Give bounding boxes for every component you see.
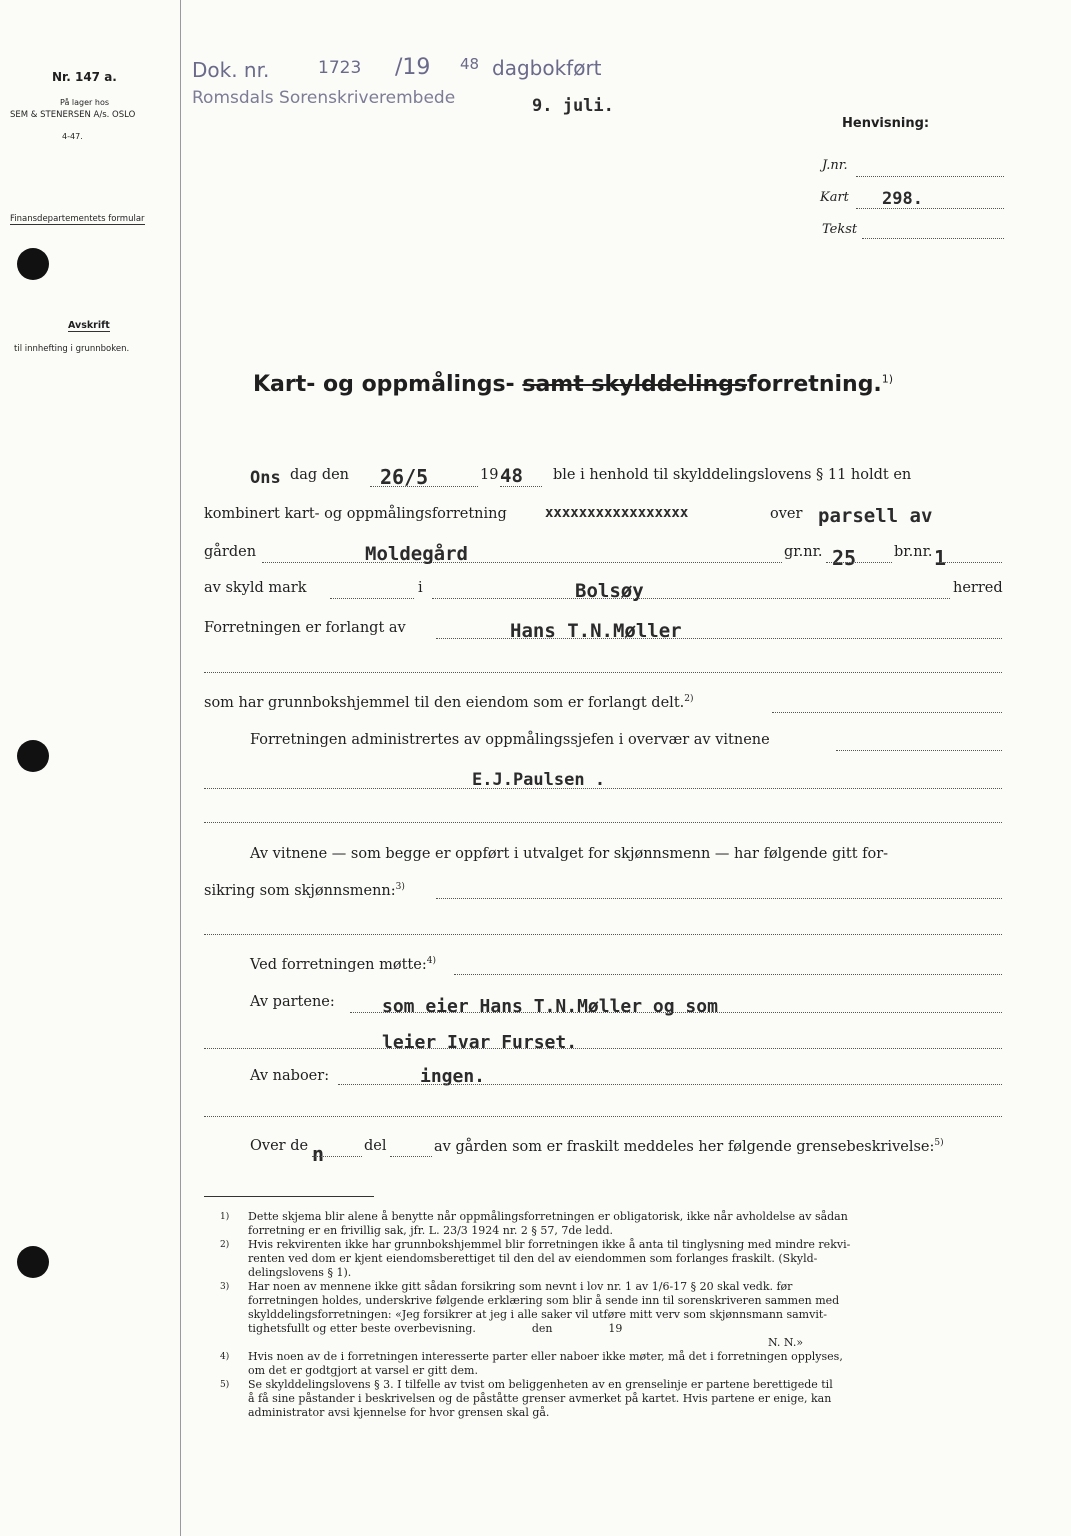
footnote-rule [204, 1196, 374, 1197]
copy-title: Avskrift [68, 320, 110, 331]
skyld-label: av skyld mark [204, 580, 307, 596]
grnr-label: gr.nr. [784, 544, 823, 560]
year-line [500, 486, 542, 487]
edition: 4-47. [62, 132, 83, 141]
blank-line-3 [204, 934, 1002, 935]
footnote-mark: 1) [220, 1212, 230, 1222]
brnr-value: 1 [934, 546, 947, 570]
kart-line [856, 208, 1004, 209]
grnr-value: 25 [832, 546, 857, 570]
over-label: Over de [250, 1138, 309, 1154]
footnote-line: å få sine påstander i beskrivelsen og de påståtte grenser avmerket på kartet. Hvis partene er enige, kan [248, 1392, 832, 1405]
blank-line-1 [204, 672, 1002, 673]
footnote-line: delingslovens § 1). [248, 1266, 352, 1279]
publisher-line2: SEM & STENERSEN A/s. OSLO [10, 110, 136, 120]
date-value: 26/5 [380, 465, 429, 489]
line1-rest: ble i henhold til skylddelingslovens § 11 holdt en [553, 467, 912, 483]
motte-label: Ved forretningen møtte:$^{4)}$ [250, 956, 436, 973]
punch-hole-middle-icon [17, 740, 49, 772]
brnr-line [940, 562, 1002, 563]
day-typed: Ons [250, 468, 281, 488]
tekst-line [862, 238, 1004, 239]
stamp-dok-number: 1723 [318, 58, 362, 78]
stamp-dok-label: Dok. nr. [192, 58, 270, 82]
skjonn-line1: Av vitnene — som begge er oppført i utvalget for skjønnsmenn — har følgende gitt for- [250, 846, 889, 862]
footnote [220, 1210, 1010, 1238]
footnote-line: administrator avsi kjennelse for hvor grensen skal gå. [248, 1406, 550, 1419]
stamp-year-suffix: 48 [460, 55, 480, 73]
vitne-line [204, 788, 1002, 789]
jnr-line [856, 176, 1004, 177]
over-line [312, 1156, 362, 1157]
motte-line [454, 974, 1002, 975]
formular-label: Finansdepartementets formular [10, 214, 145, 224]
blank-line-4 [204, 1116, 1002, 1117]
stamp-date: 9. juli. [532, 96, 614, 116]
stamp-office: Romsdals Sorenskriverembede [192, 88, 456, 108]
herred-value: Bolsøy [575, 580, 644, 602]
date-line [370, 486, 478, 487]
title-struck: samt skylddelings [522, 372, 747, 397]
kart-label: Kart [820, 190, 849, 205]
punch-hole-bottom-icon [17, 1246, 49, 1278]
del-line [390, 1156, 432, 1157]
footnote-line: Dette skjema blir alene å benytte når oppmålingsforretningen er obligatorisk, ikke når avholdelse av sådan [248, 1210, 848, 1223]
garden-value: Moldegård [365, 543, 468, 565]
footnote [220, 1280, 1010, 1336]
copy-subtitle: til innhefting i grunnboken. [14, 344, 130, 354]
footnote-line: forretning er en frivillig sak, jfr. L. 23/3 1924 nr. 2 § 57, 7de ledd. [248, 1224, 614, 1237]
over-n: n [312, 1142, 325, 1166]
naboer-label: Av naboer: [250, 1068, 330, 1084]
partene-label: Av partene: [250, 994, 335, 1010]
line2-value: parsell av [818, 505, 933, 527]
line2-start: kombinert kart- og oppmålingsforretning [204, 506, 507, 522]
margin-rule [180, 0, 181, 1536]
forlangt-label: Forretningen er forlangt av [204, 620, 406, 636]
tekst-label: Tekst [822, 222, 858, 237]
grunnbok-text: som har grunnbokshjemmel til den eiendom som er forlangt delt.$^{2)}$ [204, 694, 694, 711]
punch-hole-top-icon [17, 248, 49, 280]
grnr-line [826, 562, 892, 563]
footnote [220, 1350, 1010, 1378]
naboer-line [338, 1084, 1002, 1085]
herred-line [432, 598, 950, 599]
reference-heading: Henvisning: [842, 116, 930, 131]
footnote-mark: 4) [220, 1352, 230, 1362]
footnote-line: renten ved dom er kjent eiendomsberettiget til den del av eiendommen som forlanges fraskilt. (Skyld- [248, 1252, 818, 1265]
footnote [220, 1238, 1010, 1280]
skjonn-line2: sikring som skjønnsmenn:$^{3)}$ [204, 882, 405, 899]
del-label: del [364, 1138, 387, 1154]
partene-value-1: som eier Hans T.N.Møller og som [382, 996, 718, 1017]
admin-line [836, 750, 1002, 751]
blank-line-2 [204, 822, 1002, 823]
form-number: Nr. 147 a. [52, 70, 117, 84]
footnote-line: N. N.» [768, 1336, 804, 1349]
footnote-mark: 3) [220, 1282, 230, 1292]
footnote-line: forretningen holdes, underskrive følgende erklæring som blir å sende inn til sorenskriveren sammen med [248, 1294, 840, 1307]
footnote-line: skylddelingsforretningen: «Jeg forsikrer at jeg i alle saker vil utføre mitt verv som skjønnsmann samvit- [248, 1308, 827, 1321]
vitne-value: E.J.Paulsen . [472, 770, 606, 790]
footnote-line: Hvis rekvirenten ikke har grunnbokshjemmel blir forretningen ikke å anta til tinglysning med mindre rekvi- [248, 1238, 851, 1251]
herred-label: herred [953, 580, 1003, 596]
stamp-year-prefix: /19 [395, 55, 431, 80]
footnote-line: Se skylddelingslovens § 3. I tilfelle av tvist om beliggenheten av en grenselinje er partene berettigede til [248, 1378, 833, 1391]
day-printed: dag den [290, 467, 350, 483]
partene-value-2: leier Ivar Furset. [382, 1032, 578, 1053]
kart-value: 298. [882, 189, 923, 209]
stamp-dagbokfort: dagbokført [492, 56, 602, 80]
line2-over: over [770, 506, 803, 522]
jnr-label: J.nr. [822, 158, 848, 173]
footnote-line: om det er godtgjort at varsel er gitt dem. [248, 1364, 478, 1377]
grense-text: av gården som er fraskilt meddeles her følgende grensebeskrivelse:$^{5)}$ [434, 1138, 944, 1155]
grunnbok-line [772, 712, 1002, 713]
footnote-line: Har noen av mennene ikke gitt sådan forsikring som nevnt i lov nr. 1 av 1/6-17 § 20 skal vedk. før [248, 1280, 793, 1293]
i-label: i [418, 580, 423, 596]
title-end: forretning. [747, 372, 882, 397]
publisher-line1: På lager hos [60, 98, 109, 107]
partene-line [350, 1012, 1002, 1013]
title-footnote-ref: 1) [881, 372, 894, 386]
garden-label: gården [204, 544, 257, 560]
naboer-value: ingen. [420, 1066, 486, 1087]
footnote-line: tighetsfullt og etter beste overbevisning. den 19 [248, 1322, 623, 1335]
year-value: 48 [500, 465, 523, 487]
footnote-mark: 2) [220, 1240, 230, 1250]
footnote [220, 1378, 1010, 1420]
admin-text: Forretningen administrertes av oppmålingssjefen i overvær av vitnene [250, 732, 770, 748]
garden-line [262, 562, 782, 563]
skjonn-line [436, 898, 1002, 899]
skyld-line [330, 598, 414, 599]
footnote [220, 1336, 1010, 1350]
line2-struck: xxxxxxxxxxxxxxxxx [545, 505, 689, 521]
title-main: Kart- og oppmålings- [253, 372, 515, 397]
footnote-mark: 5) [220, 1380, 230, 1390]
forlangt-value: Hans T.N.Møller [510, 620, 682, 642]
footnotes [220, 1210, 1010, 1420]
partene-line-2 [204, 1048, 1002, 1049]
footnote-line: Hvis noen av de i forretningen interesserte parter eller naboer ikke møter, må det i forretningen opplyses, [248, 1350, 843, 1363]
document-title [253, 372, 893, 397]
brnr-label: br.nr. [894, 544, 933, 560]
year-printed: 19 [480, 467, 499, 483]
